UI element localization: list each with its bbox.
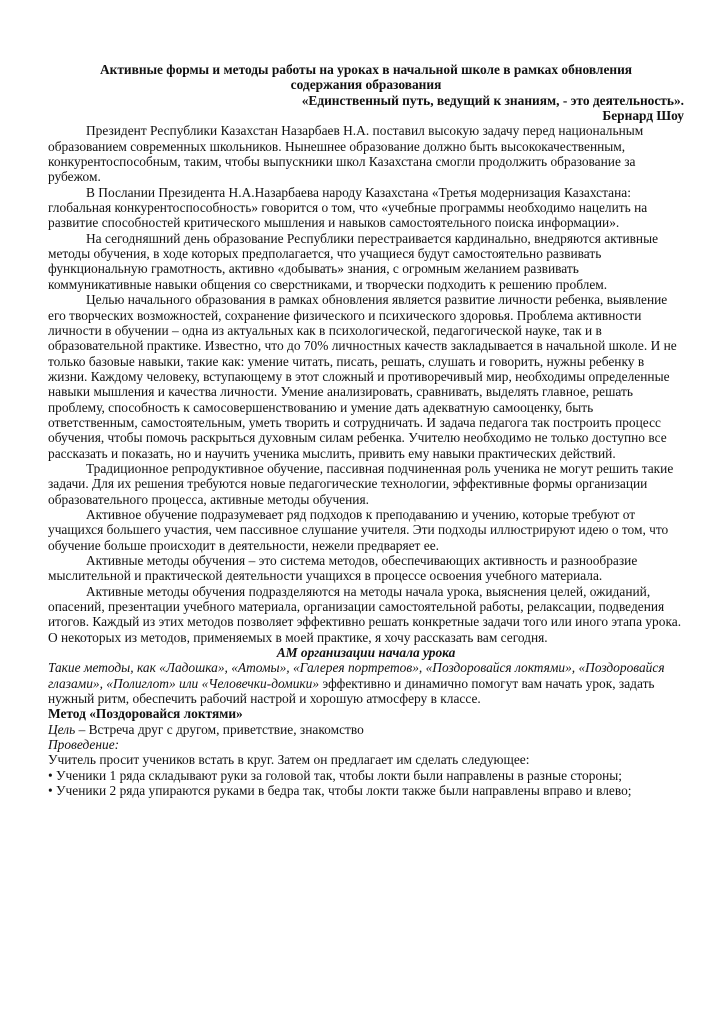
procedure-intro: Учитель просит учеников встать в круг. Затем он предлагает им сделать следующее:: [48, 752, 530, 768]
bullet-item: • Ученики 1 ряда складывают руки за головой так, чтобы локти были направлены в разные стороны;: [48, 767, 623, 783]
paragraph-1: Президент Республики Казахстан Назарбаев Н.А. поставил высокую задачу перед национальным образованием современных школьников. Нынешнее образование должно быть высококачественным, конкурентоспособным, таким, чтобы выпускники школ Казахстана смогли продолжить образование за рубежом.: [48, 123, 644, 185]
section-heading: АМ организации начала урока: [276, 645, 456, 661]
paragraph-6: Активное обучение подразумевает ряд подходов к преподаванию и учению, которые требуют от учащихся большего участия, чем пассивное слушание учителя. Эти подходы иллюстрируют идею о том, что обучение больше происходит в деятельности, нежели предваряет ее.: [48, 506, 669, 553]
methods-list: Такие методы, как «Ладошка», «Атомы», «Галерея портретов», «Поздоровайся локтями», «Поздоровайся глазами», «Полиглот» или «Человечки-домики»: [48, 660, 665, 691]
paragraph-3: На сегодняшний день образование Республики перестраивается кардинально, внедряются активные методы обучения, в ходе которых предполагается, что учащиеся будут самостоятельно развивать функциональную грамотность, активно «добывать» знания, с огромным желанием развивать коммуникативные навыки общения со сверстниками, и творчески подходить к решению проблем.: [48, 230, 659, 292]
methods-paragraph: [48, 660, 684, 706]
method-title: Метод «Поздоровайся локтями»: [48, 706, 243, 722]
goal-line: [48, 722, 684, 737]
document-body: [48, 62, 684, 799]
goal-label: Цель: [48, 721, 76, 737]
epigraph: «Единственный путь, ведущий к знаниям, - это деятельность».: [301, 92, 684, 108]
paragraph-2: В Послании Президента Н.А.Назарбаева народу Казахстана «Третья модернизация Казахстана: глобальная конкурентоспособность» говорится о том, что «учебные программы необходимо нацелить на развитие способностей критического мышления и навыков самостоятельного поиска информации».: [48, 184, 648, 231]
title-line-2: содержания образования: [290, 77, 442, 93]
paragraph-7: Активные методы обучения – это система методов, обеспечивающих активность и разнообразие мыслительной и практической деятельности учащихся в процессе освоения учебного материала.: [48, 553, 638, 584]
paragraph-8: Активные методы обучения подразделяются на методы начала урока, выяснения целей, ожиданий, опасений, презентации учебного материала, организации самостоятельной работы, релаксации, подведения итогов. Каждый из этих методов позволяет эффективно решать конкретные задачи того или иного этапа урока.: [48, 583, 682, 630]
methods-description: эффективно и динамично помогут вам начать урок, задать нужный ритм, обеспечить рабочий настрой и хорошую атмосферу в классе.: [48, 675, 655, 707]
paragraph-5: Традиционное репродуктивное обучение, пассивная подчиненная роль ученика не могут решить такие задачи. Для их решения требуются новые педагогические технологии, эффективные формы организации образовательного процесса, активные методы обучения.: [48, 460, 674, 507]
goal-text: – Встреча друг с другом, приветствие, знакомство: [75, 721, 364, 737]
paragraph-4: Целью начального образования в рамках обновления является развитие личности ребенка, выявление его творческих возможностей, сохранение физического и психического здоровья. Проблема активности личности в обучении – одна из актуальных как в психологической, педагогической науке, так и в образовательной практике. Известно, что до 70% личностных качеств закладывается в начальной школе. И не только базовые навыки, такие как: умение читать, писать, решать, слушать и говорить, нужны ребенку в жизни. Каждому человеку, вступающему в этот сложный и противоречивый мир, необходимы определенные навыки мышления и качества личности. Умение анализировать, сравнивать, выделять главное, решать проблему, способность к самосовершенствованию и умение дать адекватную самооценку, быть ответственным, самостоятельным, уметь творить и сотрудничать. И задача педагога так построить процесс обучения, чтобы помочь раскрыться духовным силам ребенка. Учителю необходимо не только доступно все рассказать и показать, но и научить ученика мыслить, привить ему навыки практических действий.: [48, 292, 677, 461]
title-line-1: Активные формы и методы работы на уроках в начальной школе в рамках обновления: [99, 62, 633, 77]
paragraph-9: О некоторых из методов, применяемых в моей практике, я хочу рассказать вам сегодня.: [48, 629, 548, 645]
procedure-label: Проведение:: [48, 737, 120, 753]
epigraph-author: Бернард Шоу: [602, 108, 684, 124]
bullet-item: • Ученики 2 ряда упираются руками в бедра так, чтобы локти также были направлены вправо и влево;: [48, 783, 632, 799]
